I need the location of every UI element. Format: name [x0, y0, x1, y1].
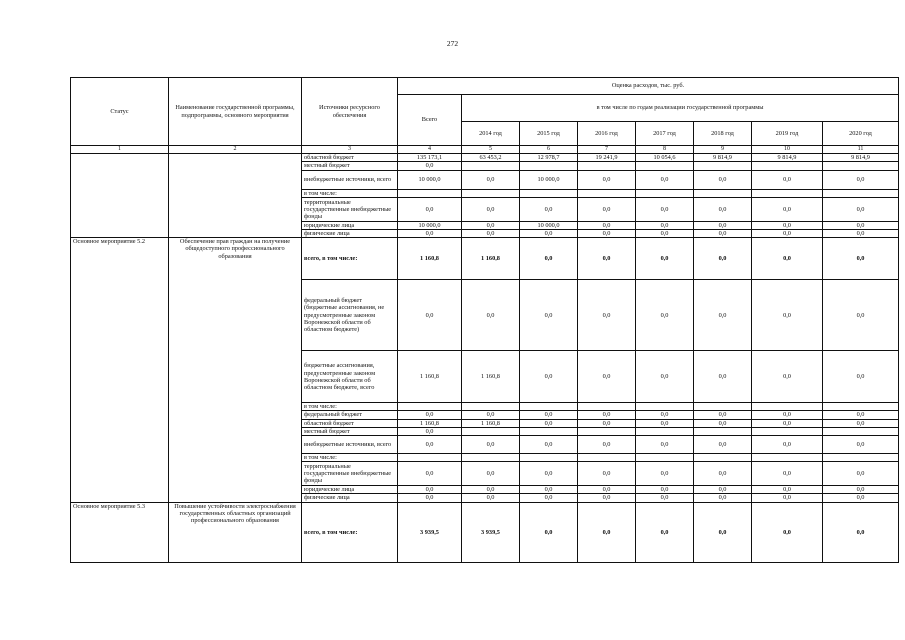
amount-cell: 0,0 [398, 427, 462, 435]
amount-cell: 0,0 [694, 436, 752, 454]
amount-cell: 0,0 [636, 221, 694, 229]
header-year: 2018 год [694, 122, 752, 146]
amount-cell: 0,0 [823, 221, 899, 229]
amount-cell [462, 427, 520, 435]
amount-cell [578, 162, 636, 170]
funding-source-cell: внебюджетные источники, всего [302, 436, 398, 454]
amount-cell: 0,0 [578, 230, 636, 238]
amount-cell: 0,0 [520, 411, 578, 419]
amount-cell: 0,0 [823, 230, 899, 238]
amount-cell [752, 454, 823, 462]
amount-cell: 0,0 [823, 436, 899, 454]
amount-cell: 0,0 [636, 419, 694, 427]
funding-source-cell: в том числе: [302, 189, 398, 197]
amount-cell: 0,0 [752, 502, 823, 562]
funding-source-cell: физические лица [302, 230, 398, 238]
amount-cell: 0,0 [636, 436, 694, 454]
amount-cell: 0,0 [636, 502, 694, 562]
funding-source-cell: территориальные государственные внебюджетные фонды [302, 462, 398, 486]
amount-cell: 0,0 [462, 411, 520, 419]
funding-source-cell: местный бюджет [302, 162, 398, 170]
column-number: 3 [302, 146, 398, 154]
amount-cell: 0,0 [823, 280, 899, 351]
amount-cell [752, 162, 823, 170]
amount-cell [752, 427, 823, 435]
amount-cell: 0,0 [398, 162, 462, 170]
amount-cell: 0,0 [520, 502, 578, 562]
amount-cell [694, 427, 752, 435]
amount-cell: 0,0 [578, 280, 636, 351]
amount-cell: 0,0 [578, 351, 636, 403]
funding-source-cell: областной бюджет [302, 154, 398, 162]
amount-cell [823, 403, 899, 411]
amount-cell: 0,0 [520, 462, 578, 486]
column-number: 8 [636, 146, 694, 154]
amount-cell [694, 162, 752, 170]
amount-cell: 0,0 [462, 486, 520, 494]
amount-cell [398, 189, 462, 197]
expenditure-table [70, 77, 872, 563]
column-number: 7 [578, 146, 636, 154]
header-year: 2020 год [823, 122, 899, 146]
amount-cell: 0,0 [694, 502, 752, 562]
amount-cell: 135 173,1 [398, 154, 462, 162]
amount-cell: 0,0 [520, 494, 578, 502]
amount-cell: 0,0 [398, 197, 462, 221]
amount-cell: 0,0 [636, 494, 694, 502]
amount-cell: 0,0 [520, 486, 578, 494]
amount-cell [694, 189, 752, 197]
funding-source-cell: всего, в том числе: [302, 238, 398, 280]
amount-cell: 0,0 [398, 494, 462, 502]
amount-cell [520, 427, 578, 435]
amount-cell: 0,0 [398, 436, 462, 454]
header-total: Всего [398, 95, 462, 146]
amount-cell: 0,0 [398, 486, 462, 494]
amount-cell: 0,0 [823, 462, 899, 486]
amount-cell: 1 160,8 [398, 419, 462, 427]
funding-source-cell: федеральный бюджет [302, 411, 398, 419]
amount-cell: 0,0 [520, 351, 578, 403]
amount-cell: 1 160,8 [462, 351, 520, 403]
amount-cell: 0,0 [398, 411, 462, 419]
activity-name-cell [169, 154, 302, 238]
amount-cell: 0,0 [694, 221, 752, 229]
activity-name-cell: Повышение устойчивости электроснабжения государственных областных организаций профессионального образования [169, 502, 302, 562]
amount-cell: 0,0 [636, 197, 694, 221]
amount-cell: 0,0 [578, 494, 636, 502]
amount-cell [636, 162, 694, 170]
amount-cell: 0,0 [694, 230, 752, 238]
column-number: 5 [462, 146, 520, 154]
group-activity-5-3 [71, 502, 899, 562]
funding-source-cell: всего, в том числе: [302, 502, 398, 562]
amount-cell: 19 241,9 [578, 154, 636, 162]
amount-cell: 10 000,0 [520, 170, 578, 189]
amount-cell: 1 160,8 [462, 238, 520, 280]
header-estimate: Оценка расходов, тыс. руб. [398, 78, 899, 95]
amount-cell: 0,0 [578, 197, 636, 221]
amount-cell: 0,0 [398, 280, 462, 351]
header-year: 2015 год [520, 122, 578, 146]
amount-cell: 0,0 [752, 280, 823, 351]
column-number: 9 [694, 146, 752, 154]
table-row [71, 238, 899, 280]
funding-source-cell: территориальные государственные внебюджетные фонды [302, 197, 398, 221]
table-row [71, 502, 899, 562]
amount-cell [520, 403, 578, 411]
amount-cell: 0,0 [752, 351, 823, 403]
amount-cell: 0,0 [578, 411, 636, 419]
amount-cell [398, 454, 462, 462]
amount-cell: 0,0 [578, 238, 636, 280]
amount-cell: 1 160,8 [398, 238, 462, 280]
amount-cell: 0,0 [694, 197, 752, 221]
amount-cell [578, 427, 636, 435]
amount-cell: 0,0 [398, 230, 462, 238]
page-number: 272 [446, 39, 459, 48]
funding-source-cell: внебюджетные источники, всего [302, 170, 398, 189]
amount-cell: 12 978,7 [520, 154, 578, 162]
amount-cell: 63 453,2 [462, 154, 520, 162]
amount-cell: 0,0 [694, 411, 752, 419]
status-cell: Основное мероприятие 5.2 [71, 238, 169, 502]
amount-cell [636, 403, 694, 411]
amount-cell: 0,0 [636, 170, 694, 189]
amount-cell: 0,0 [823, 238, 899, 280]
amount-cell: 0,0 [462, 280, 520, 351]
amount-cell: 0,0 [752, 419, 823, 427]
amount-cell: 0,0 [520, 197, 578, 221]
amount-cell: 0,0 [578, 436, 636, 454]
amount-cell: 0,0 [520, 238, 578, 280]
amount-cell: 0,0 [578, 170, 636, 189]
amount-cell: 0,0 [520, 230, 578, 238]
amount-cell: 0,0 [462, 436, 520, 454]
amount-cell: 0,0 [578, 486, 636, 494]
amount-cell [823, 189, 899, 197]
amount-cell [636, 427, 694, 435]
amount-cell: 0,0 [636, 238, 694, 280]
column-number: 4 [398, 146, 462, 154]
amount-cell: 0,0 [462, 494, 520, 502]
amount-cell: 0,0 [520, 436, 578, 454]
amount-cell: 0,0 [462, 230, 520, 238]
amount-cell: 9 814,9 [752, 154, 823, 162]
funding-source-cell: юридические лица [302, 486, 398, 494]
header-status: Статус [71, 78, 169, 146]
funding-source-cell: юридические лица [302, 221, 398, 229]
amount-cell: 0,0 [694, 462, 752, 486]
funding-source-cell: в том числе: [302, 454, 398, 462]
amount-cell: 0,0 [752, 230, 823, 238]
amount-cell [578, 403, 636, 411]
amount-cell: 9 814,9 [823, 154, 899, 162]
amount-cell: 0,0 [578, 419, 636, 427]
amount-cell: 0,0 [694, 419, 752, 427]
amount-cell: 0,0 [462, 170, 520, 189]
amount-cell: 0,0 [752, 411, 823, 419]
amount-cell: 3 939,5 [462, 502, 520, 562]
group-activity-5-2 [71, 238, 899, 502]
amount-cell [694, 403, 752, 411]
amount-cell [636, 454, 694, 462]
amount-cell: 0,0 [694, 280, 752, 351]
amount-cell [823, 427, 899, 435]
funding-source-cell: областной бюджет [302, 419, 398, 427]
status-cell [71, 154, 169, 238]
amount-cell: 10 054,6 [636, 154, 694, 162]
amount-cell: 0,0 [462, 197, 520, 221]
amount-cell [578, 454, 636, 462]
status-cell: Основное мероприятие 5.3 [71, 502, 169, 562]
group-continued [71, 154, 899, 238]
amount-cell [752, 189, 823, 197]
funding-source-cell: физические лица [302, 494, 398, 502]
amount-cell [636, 189, 694, 197]
amount-cell [462, 454, 520, 462]
header-year: 2014 год [462, 122, 520, 146]
amount-cell: 0,0 [752, 462, 823, 486]
amount-cell: 10 000,0 [398, 221, 462, 229]
amount-cell: 0,0 [752, 221, 823, 229]
amount-cell: 0,0 [752, 170, 823, 189]
amount-cell: 0,0 [823, 494, 899, 502]
amount-cell: 0,0 [636, 351, 694, 403]
amount-cell [694, 454, 752, 462]
amount-cell: 0,0 [636, 411, 694, 419]
amount-cell: 0,0 [694, 351, 752, 403]
amount-cell: 0,0 [636, 280, 694, 351]
amount-cell [578, 189, 636, 197]
amount-cell: 0,0 [752, 238, 823, 280]
amount-cell [752, 403, 823, 411]
amount-cell: 0,0 [694, 494, 752, 502]
header-year: 2019 год [752, 122, 823, 146]
amount-cell [398, 403, 462, 411]
amount-cell: 0,0 [823, 197, 899, 221]
amount-cell: 0,0 [694, 238, 752, 280]
amount-cell: 0,0 [752, 436, 823, 454]
amount-cell: 0,0 [520, 280, 578, 351]
amount-cell [462, 403, 520, 411]
amount-cell: 0,0 [636, 486, 694, 494]
amount-cell: 0,0 [823, 170, 899, 189]
amount-cell [462, 162, 520, 170]
amount-cell: 0,0 [520, 419, 578, 427]
funding-source-cell: местный бюджет [302, 427, 398, 435]
amount-cell [520, 162, 578, 170]
amount-cell: 0,0 [823, 502, 899, 562]
column-number: 10 [752, 146, 823, 154]
amount-cell [823, 162, 899, 170]
amount-cell: 0,0 [752, 494, 823, 502]
amount-cell: 0,0 [752, 486, 823, 494]
amount-cell: 0,0 [578, 221, 636, 229]
header-by-years: в том числе по годам реализации государственной программы [462, 95, 899, 122]
amount-cell [520, 189, 578, 197]
amount-cell: 0,0 [398, 462, 462, 486]
amount-cell: 0,0 [462, 221, 520, 229]
amount-cell [462, 189, 520, 197]
header-year: 2016 год [578, 122, 636, 146]
table-row [71, 154, 899, 162]
amount-cell: 0,0 [823, 486, 899, 494]
column-number: 1 [71, 146, 169, 154]
amount-cell [520, 454, 578, 462]
amount-cell: 0,0 [823, 419, 899, 427]
header-name: Наименование государственной программы, подпрограммы, основного мероприятия [169, 78, 302, 146]
amount-cell: 0,0 [462, 462, 520, 486]
amount-cell: 10 000,0 [520, 221, 578, 229]
amount-cell: 0,0 [578, 502, 636, 562]
amount-cell: 9 814,9 [694, 154, 752, 162]
amount-cell: 3 939,5 [398, 502, 462, 562]
funding-source-cell: бюджетные ассигнования, предусмотренные законом Воронежской области об областном бюджете, всего [302, 351, 398, 403]
activity-name-cell: Обеспечение прав граждан на получение общедоступного профессионального образования [169, 238, 302, 502]
amount-cell: 0,0 [636, 230, 694, 238]
funding-source-cell: федеральный бюджет (бюджетные ассигнования, не предусмотренные законом Воронежской области об областном бюджете) [302, 280, 398, 351]
header-sources: Источники ресурсного обеспечения [302, 78, 398, 146]
amount-cell: 1 160,8 [462, 419, 520, 427]
amount-cell: 0,0 [636, 462, 694, 486]
column-number: 2 [169, 146, 302, 154]
column-number: 6 [520, 146, 578, 154]
amount-cell: 10 000,0 [398, 170, 462, 189]
amount-cell: 0,0 [752, 197, 823, 221]
amount-cell [823, 454, 899, 462]
amount-cell: 1 160,8 [398, 351, 462, 403]
header-year: 2017 год [636, 122, 694, 146]
amount-cell: 0,0 [578, 462, 636, 486]
amount-cell: 0,0 [694, 486, 752, 494]
amount-cell: 0,0 [823, 411, 899, 419]
funding-source-cell: в том числе: [302, 403, 398, 411]
column-number: 11 [823, 146, 899, 154]
amount-cell: 0,0 [823, 351, 899, 403]
amount-cell: 0,0 [694, 170, 752, 189]
